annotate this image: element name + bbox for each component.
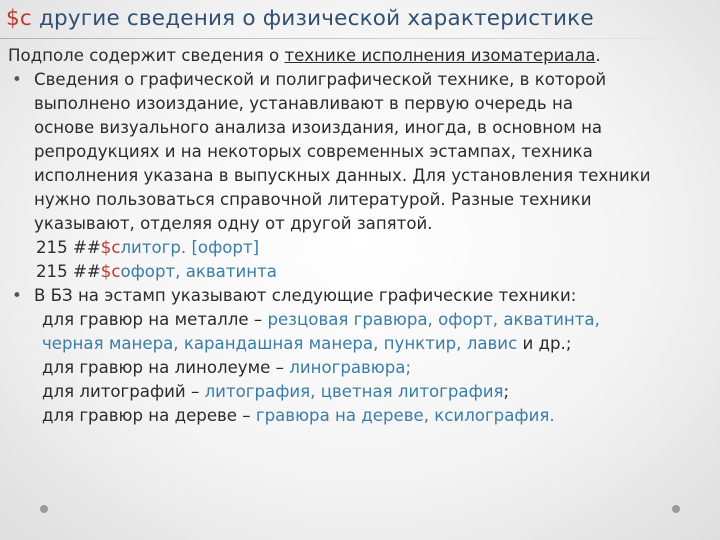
code-example-1: 215 ##$cлитогр. [офорт] bbox=[36, 238, 260, 257]
subfield-code: $c bbox=[100, 238, 121, 257]
title-divider bbox=[0, 38, 720, 39]
subfield-code: $c bbox=[100, 262, 121, 281]
bullet1-line: указывают, отделяя одну от другой запятой. bbox=[34, 214, 433, 233]
bullet1-line: основе визуального анализа изоиздания, иногда, в основном на bbox=[34, 118, 603, 137]
bullet-item-2 bbox=[8, 284, 712, 308]
technique-metal-line-2: черная манера, карандашная манера, пунктир, лавис и др.; bbox=[42, 334, 572, 353]
bullet-icon: • bbox=[12, 70, 22, 89]
title-text: другие сведения о физической характеристике bbox=[31, 6, 594, 31]
right-dot-icon bbox=[672, 505, 680, 513]
bullet1-line: выполнено изоиздание, устанавливают в первую очередь на bbox=[34, 94, 573, 113]
bullet1-line: Сведения о графической и полиграфической технике, в которой bbox=[34, 70, 607, 89]
left-dot-icon bbox=[40, 505, 48, 513]
bullet2-text: В БЗ на эстамп указывают следующие графические техники: bbox=[34, 286, 577, 305]
intro-line: Подполе содержит сведения о технике исполнения изоматериала. bbox=[8, 46, 601, 65]
intro-underlined-term: технике исполнения изоматериала bbox=[284, 46, 596, 65]
bullet1-line: репродукциях и на некоторых современных эстампах, техника bbox=[34, 142, 593, 161]
bottom-decoration bbox=[40, 505, 680, 515]
technique-lithography: для литографий – литография, цветная литография; bbox=[42, 382, 510, 401]
technique-wood: для гравюр на дереве – гравюра на дереве, ксилография. bbox=[42, 406, 555, 425]
code-example-2: 215 ##$cофорт, акватинта bbox=[36, 262, 277, 281]
title-subfield-code: $c bbox=[6, 6, 32, 31]
bullet-icon: • bbox=[12, 286, 22, 305]
bullet1-line: нужно пользоваться справочной литературой. Разные техники bbox=[34, 190, 592, 209]
bullet1-line: исполнения указана в выпускных данных. Для установления техники bbox=[34, 166, 651, 185]
code-value: офорт, акватинта bbox=[120, 262, 277, 281]
technique-metal-line-1: для гравюр на металле – резцовая гравюра, офорт, акватинта, bbox=[42, 310, 600, 329]
technique-linoleum: для гравюр на линолеуме – линогравюра; bbox=[42, 358, 412, 377]
bullet-item-1 bbox=[8, 68, 712, 236]
slide-body bbox=[8, 44, 712, 428]
code-value: литогр. [офорт] bbox=[120, 238, 260, 257]
slide-title bbox=[6, 6, 716, 31]
